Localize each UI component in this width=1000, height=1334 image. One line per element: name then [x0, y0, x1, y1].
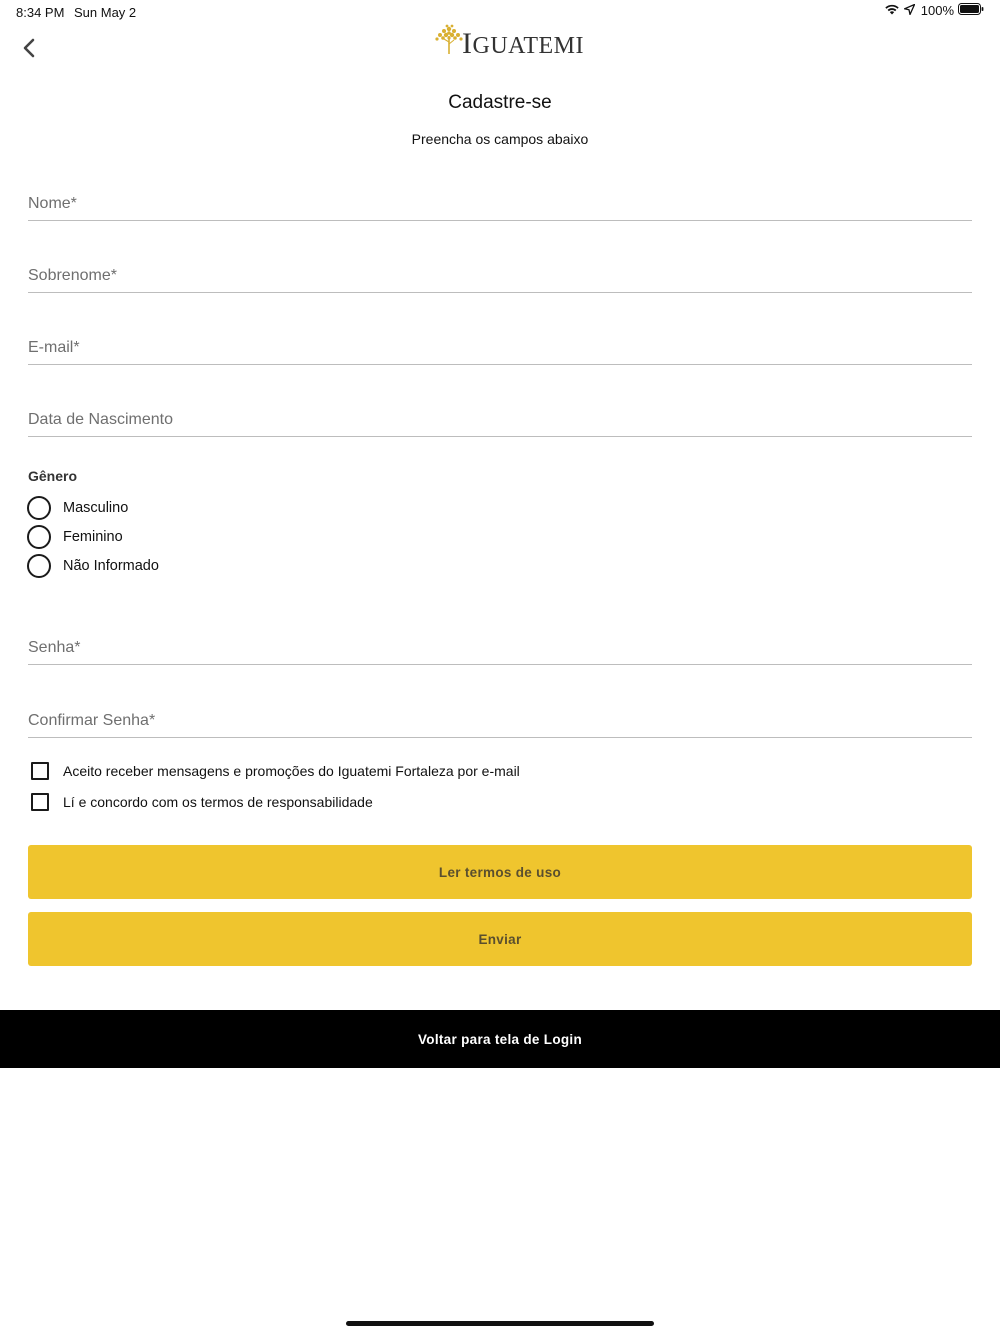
birth-date-input[interactable] — [28, 406, 972, 434]
confirm-password-field — [28, 707, 972, 738]
gender-option-not-informed[interactable] — [27, 553, 159, 579]
checkbox-label: Lí e concordo com os termos de responsabilidade — [63, 794, 373, 810]
gender-option-male[interactable] — [27, 495, 128, 521]
read-terms-button[interactable]: Ler termos de uso — [28, 845, 972, 899]
last-name-input[interactable] — [28, 262, 972, 290]
status-bar — [0, 0, 1000, 24]
wifi-icon — [884, 3, 900, 18]
last-name-field — [28, 262, 972, 293]
gender-option-female[interactable] — [27, 524, 123, 550]
first-name-field — [28, 190, 972, 221]
battery-icon — [958, 3, 984, 18]
radio-button[interactable] — [27, 525, 51, 549]
password-field — [28, 634, 972, 665]
gender-label: Gênero — [28, 468, 78, 484]
first-name-input[interactable] — [28, 190, 972, 218]
radio-button[interactable] — [27, 496, 51, 520]
radio-label: Feminino — [63, 529, 123, 545]
checkbox[interactable] — [31, 793, 49, 811]
terms-consent[interactable] — [31, 792, 373, 812]
email-field — [28, 334, 972, 365]
status-date: Sun May 2 — [74, 5, 137, 20]
newsletter-consent[interactable] — [31, 761, 520, 781]
radio-label: Não Informado — [63, 558, 159, 574]
birth-date-field — [28, 406, 972, 437]
page-title: Cadastre-se — [448, 92, 552, 113]
submit-button[interactable]: Enviar — [28, 912, 972, 966]
chevron-left-icon — [22, 38, 36, 63]
page-subtitle: Preencha os campos abaixo — [411, 131, 589, 147]
home-indicator[interactable] — [346, 1321, 654, 1326]
battery-percentage: 100% — [920, 3, 954, 18]
status-time: 8:34 PM — [16, 5, 65, 20]
back-button[interactable] — [14, 34, 44, 66]
password-input[interactable] — [28, 634, 972, 662]
back-to-login-button[interactable]: Voltar para tela de Login — [0, 1010, 1000, 1068]
radio-button[interactable] — [27, 554, 51, 578]
logo-wordmark: IGUATEMI — [462, 27, 584, 60]
radio-label: Masculino — [63, 500, 129, 516]
email-input[interactable] — [28, 334, 972, 362]
iguatemi-logo — [434, 26, 584, 60]
status-indicators — [884, 3, 984, 18]
tree-logo-icon — [434, 23, 464, 60]
confirm-password-input[interactable] — [28, 707, 972, 735]
location-arrow-icon — [904, 3, 915, 18]
checkbox[interactable] — [31, 762, 49, 780]
checkbox-label: Aceito receber mensagens e promoções do Iguatemi Fortaleza por e-mail — [63, 763, 520, 779]
